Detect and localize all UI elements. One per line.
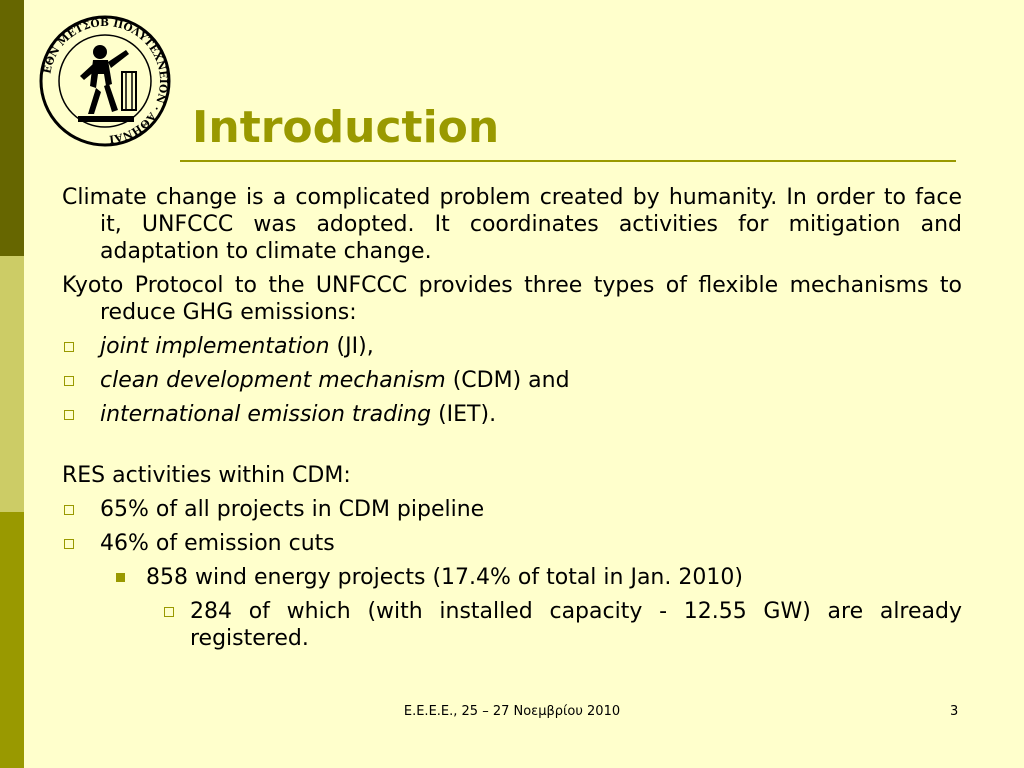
square-bullet-icon <box>64 539 74 549</box>
res-heading: RES activities within CDM: <box>62 463 351 488</box>
mechanism-abbrev: (CDM) and <box>445 368 570 393</box>
res-item-text: 65% of all projects in CDM pipeline <box>100 497 485 522</box>
list-item-mechanism <box>62 401 962 428</box>
side-stripe-middle <box>0 256 24 512</box>
svg-text:ΕΘΝ ΜΕΤΣΟΒ ΠΟΛΥΤΕΧΝΕΙΟΝ · ΑΘΗΝ: ΕΘΝ ΜΕΤΣΟΒ ΠΟΛΥΤΕΧΝΕΙΟΝ · ΑΘΗΝΑΙ <box>41 16 170 145</box>
footer-event: E.E.E.E., 25 – 27 Νοεμβρίου 2010 <box>403 704 621 719</box>
list-item-mechanism <box>62 367 962 394</box>
filled-square-bullet-icon <box>116 573 125 582</box>
wind-projects-text: 858 wind energy projects (17.4% of total in Jan. 2010) <box>146 565 743 590</box>
registered-text: 284 of which (with installed capacity - 12.55 GW) are already registered. <box>190 599 962 651</box>
paragraph-climate-change: Climate change is a complicated problem created by humanity. In order to face it, UNFCCC was adopted. It coordinates activities for mitigation and adaptation to climate change. <box>62 185 962 264</box>
mechanism-term: clean development mechanism <box>100 368 446 393</box>
slide-title: Introduction <box>192 102 500 153</box>
paragraph-kyoto-protocol: Kyoto Protocol to the UNFCCC provides three types of flexible mechanisms to reduce GHG emissions: <box>62 273 962 325</box>
square-bullet-icon <box>164 607 174 617</box>
university-seal-logo <box>38 14 172 148</box>
mechanism-term: international emission trading <box>100 402 432 427</box>
list-item-mechanism <box>62 333 962 360</box>
title-divider <box>180 160 956 162</box>
mechanism-abbrev: (IET). <box>431 402 497 427</box>
res-item-text: 46% of emission cuts <box>100 531 335 556</box>
side-stripe-bottom <box>0 512 24 768</box>
list-item-res <box>62 496 962 523</box>
list-item-wind-projects <box>62 564 962 591</box>
square-bullet-icon <box>64 505 74 515</box>
mechanism-abbrev: (JI), <box>329 334 374 359</box>
square-bullet-icon <box>64 410 74 420</box>
slide-body <box>62 184 962 659</box>
list-item-registered <box>62 598 962 652</box>
slide-number: 3 <box>950 704 959 719</box>
mechanism-term: joint implementation <box>100 334 330 359</box>
square-bullet-icon <box>64 376 74 386</box>
square-bullet-icon <box>64 342 74 352</box>
side-stripe-top <box>0 0 24 256</box>
list-item-res <box>62 530 962 557</box>
spacer <box>62 435 962 462</box>
